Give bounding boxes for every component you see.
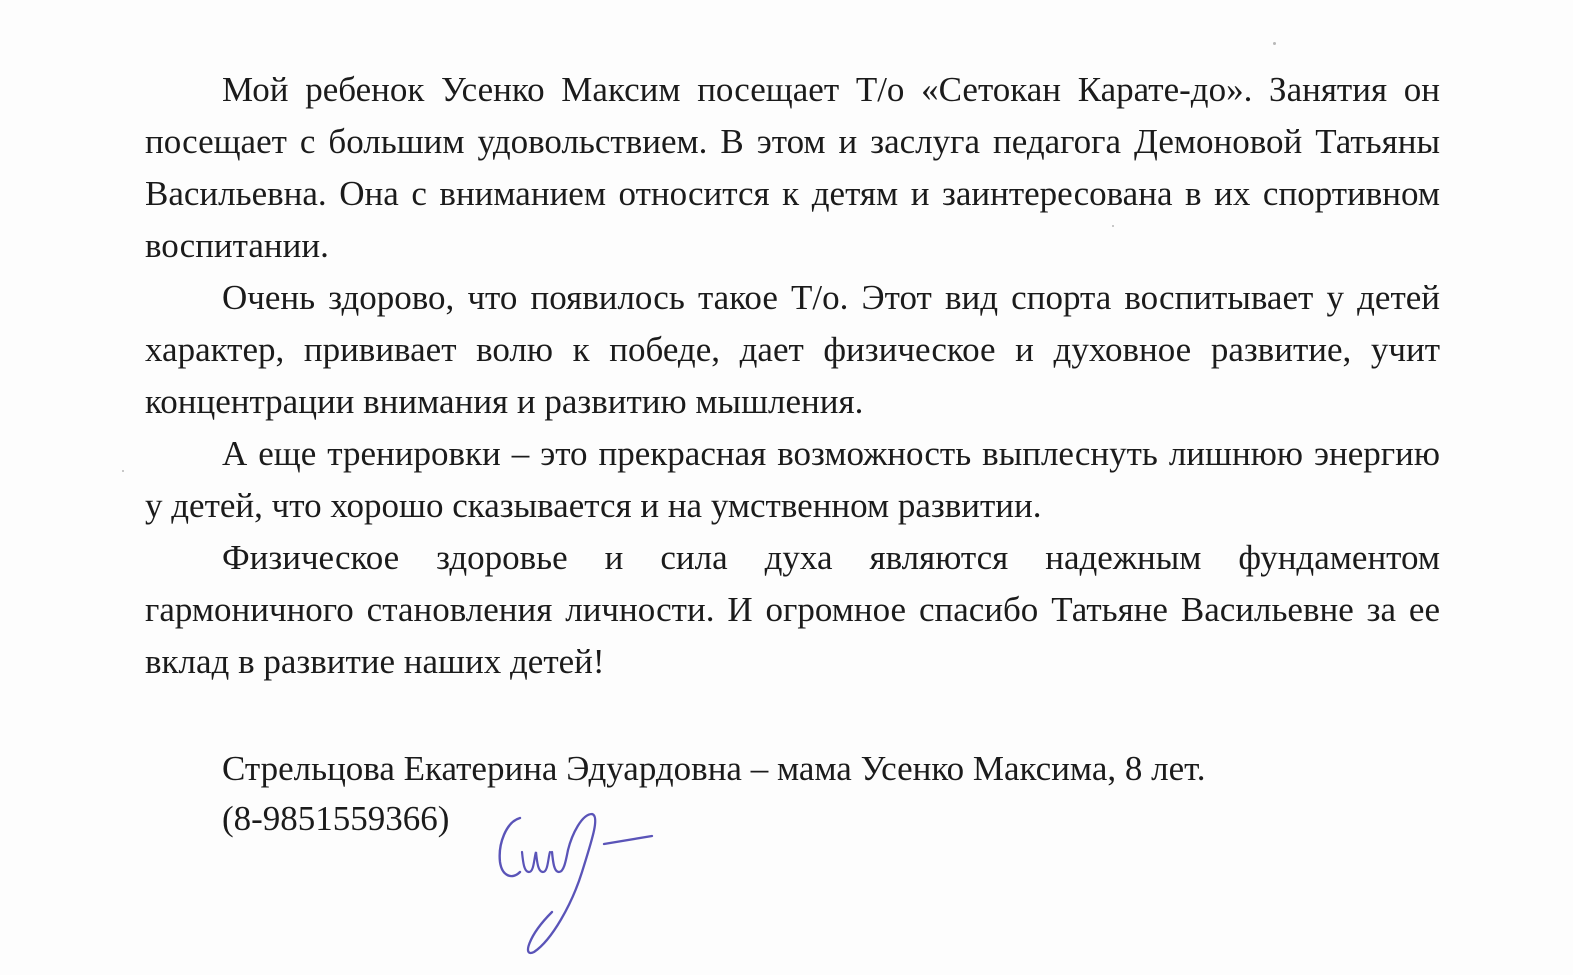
paper-speck <box>1273 42 1276 45</box>
paragraph-2: Очень здорово, что появилось такое Т/о. Этот вид спорта воспитывает у детей характер, прививает волю к победе, дает физическое и духовное развитие, учит концентрации внимания и развитию мышления. <box>145 278 1440 421</box>
letter-body <box>145 64 1440 688</box>
paragraph-1: Мой ребенок Усенко Максим посещает Т/о «Сетокан Карате-до». Занятия он посещает с большим удовольствием. В этом и заслуга педагога Демоновой Татьяны Васильевна. Она с вниманием относится к детям и заинтересована в их спортивном воспитании. <box>145 70 1440 265</box>
paper-speck <box>1112 225 1114 227</box>
paragraph-3: А еще тренировки – это прекрасная возможность выплеснуть лишнюю энергию у детей, что хорошо сказывается и на умственном развитии. <box>145 434 1440 525</box>
author-block <box>222 744 1206 844</box>
author-line: Стрельцова Екатерина Эдуардовна – мама Усенко Максима, 8 лет. <box>222 749 1206 788</box>
paper-speck <box>122 470 124 472</box>
paragraph-4: Физическое здоровье и сила духа являются надежным фундаментом гармоничного становления личности. И огромное спасибо Татьяне Васильевне за ее вклад в развитие наших детей! <box>145 538 1440 681</box>
author-phone: (8-9851559366) <box>222 799 450 838</box>
handwritten-signature <box>492 800 662 960</box>
